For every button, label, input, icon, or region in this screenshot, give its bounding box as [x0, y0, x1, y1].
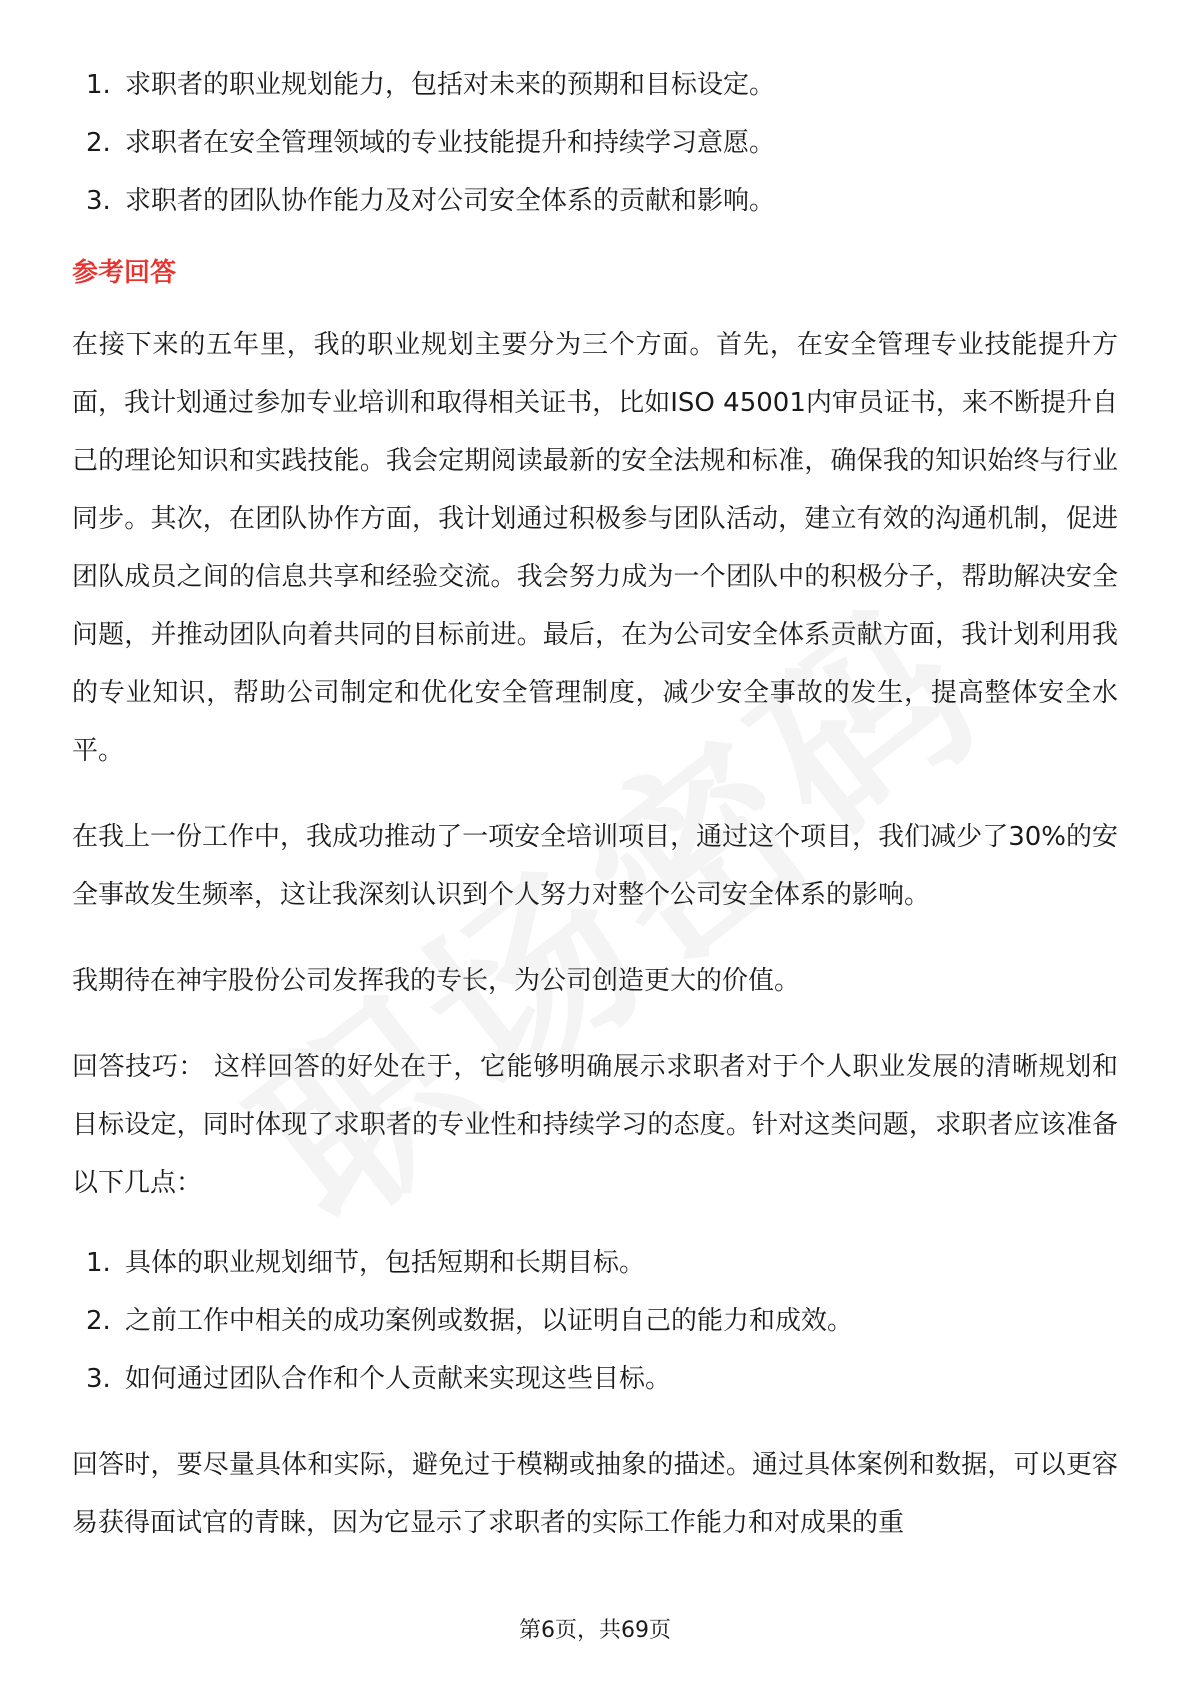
list-text: 求职者在安全管理领域的专业技能提升和持续学习意愿。 — [125, 128, 776, 158]
list-number: 1. — [86, 70, 111, 100]
answer-paragraph: 我期待在神宇股份公司发挥我的专长，为公司创造更大的价值。 — [72, 966, 801, 996]
answer-paragraph: 在接下来的五年里，我的职业规划主要分为三个方面。首先，在安全管理专业技能提升方面，我计划通过参加专业培训和取得相关证书，比如ISO 45001内审员证书，来不断提升自己的理论知识和实践技能。我会定期阅读最新的安全法规和标准，确保我的知识始终与行业同步。其次，在团队协作方面，我计划通过积极参与团队活动，建立有效的沟通机制，促进团队成员之间的信息共享和经验交流。我会努力成为一个团队中的积极分子，帮助解决安全问题，并推动团队向着共同的目标前进。最后，在为公司安全体系贡献方面，我计划利用我的专业知识，帮助公司制定和优化安全管理制度，减少安全事故的发生，提高整体安全水平。 — [72, 330, 1118, 766]
list-item — [72, 114, 1118, 172]
list-text: 具体的职业规划细节，包括短期和长期目标。 — [125, 1248, 646, 1278]
reference-answer-heading: 参考回答 — [72, 258, 177, 288]
list-item — [72, 1350, 1118, 1408]
tips-paragraph: 回答技巧： 这样回答的好处在于，它能够明确展示求职者对于个人职业发展的清晰规划和目标设定，同时体现了求职者的专业性和持续学习的态度。针对这类问题，求职者应该准备以下几点： — [72, 1052, 1118, 1198]
list-number: 1. — [86, 1248, 111, 1278]
answer-paragraph: 在我上一份工作中，我成功推动了一项安全培训项目，通过这个项目，我们减少了30%的安全事故发生频率，这让我深刻认识到个人努力对整个公司安全体系的影响。 — [72, 822, 1118, 910]
intro-list — [72, 56, 1118, 230]
list-item — [72, 172, 1118, 230]
list-item — [72, 1292, 1118, 1350]
list-number: 2. — [86, 128, 111, 158]
page-footer: 第6页，共69页 — [519, 1618, 671, 1643]
tips-list — [72, 1234, 1118, 1408]
list-number: 3. — [86, 1364, 111, 1394]
document-page — [72, 56, 1118, 1580]
list-number: 3. — [86, 186, 111, 216]
list-text: 求职者的职业规划能力，包括对未来的预期和目标设定。 — [125, 70, 776, 100]
closing-paragraph: 回答时，要尽量具体和实际，避免过于模糊或抽象的描述。通过具体案例和数据，可以更容易获得面试官的青睐，因为它显示了求职者的实际工作能力和对成果的重 — [72, 1450, 1118, 1538]
list-text: 如何通过团队合作和个人贡献来实现这些目标。 — [125, 1364, 672, 1394]
list-text: 求职者的团队协作能力及对公司安全体系的贡献和影响。 — [125, 186, 776, 216]
list-item — [72, 1234, 1118, 1292]
list-text: 之前工作中相关的成功案例或数据，以证明自己的能力和成效。 — [125, 1306, 854, 1336]
list-item — [72, 56, 1118, 114]
list-number: 2. — [86, 1306, 111, 1336]
